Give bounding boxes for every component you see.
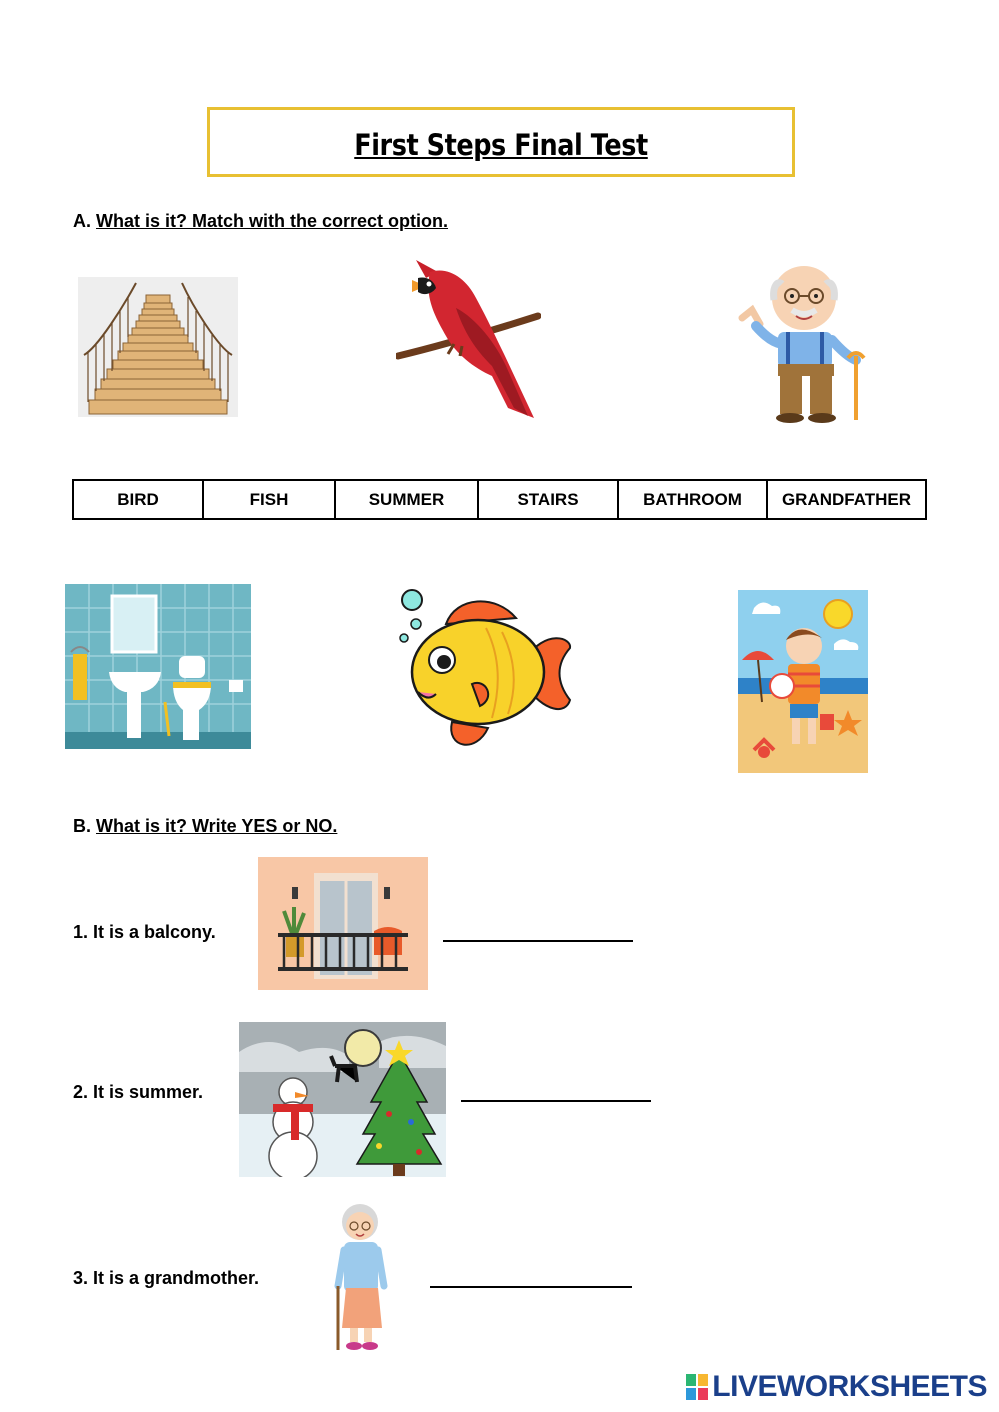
section-b-instruction: What is it? Write YES or NO. xyxy=(96,816,338,836)
word-bank-table xyxy=(72,479,927,520)
word-cell: SUMMER xyxy=(335,480,478,519)
winter-picture xyxy=(239,1022,446,1177)
answer-line-1[interactable] xyxy=(443,940,633,942)
section-a-instruction: What is it? Match with the correct option. xyxy=(96,211,449,231)
word-cell: STAIRS xyxy=(478,480,618,519)
brand-footer xyxy=(686,1370,987,1404)
liveworksheets-logo-icon xyxy=(686,1374,708,1400)
answer-line-3[interactable] xyxy=(430,1286,632,1288)
answer-line-2[interactable] xyxy=(461,1100,651,1102)
grandmother-picture xyxy=(334,1200,394,1352)
word-cell: BIRD xyxy=(73,480,203,519)
brand-name: LIVEWORKSHEETS xyxy=(712,1370,987,1403)
section-a-heading xyxy=(73,211,448,232)
stairs-picture xyxy=(78,277,238,417)
question-1: 1. It is a balcony. xyxy=(73,922,216,942)
grandfather-picture xyxy=(738,260,868,425)
word-cell: BATHROOM xyxy=(618,480,767,519)
page-title: First Steps Final Test xyxy=(354,128,648,162)
fish-picture xyxy=(396,588,574,756)
question-2: 2. It is summer. xyxy=(73,1082,204,1102)
bathroom-picture xyxy=(65,584,251,749)
summer-picture xyxy=(738,590,868,773)
word-cell: FISH xyxy=(203,480,335,519)
bird-picture xyxy=(396,258,541,426)
section-b-letter: B. xyxy=(73,816,91,836)
word-cell: GRANDFATHER xyxy=(767,480,926,519)
section-a-letter: A. xyxy=(73,211,91,231)
title-box xyxy=(207,107,795,177)
question-3: 3. It is a grandmother. xyxy=(73,1268,260,1288)
balcony-picture xyxy=(258,857,428,990)
section-b-heading xyxy=(73,816,337,837)
